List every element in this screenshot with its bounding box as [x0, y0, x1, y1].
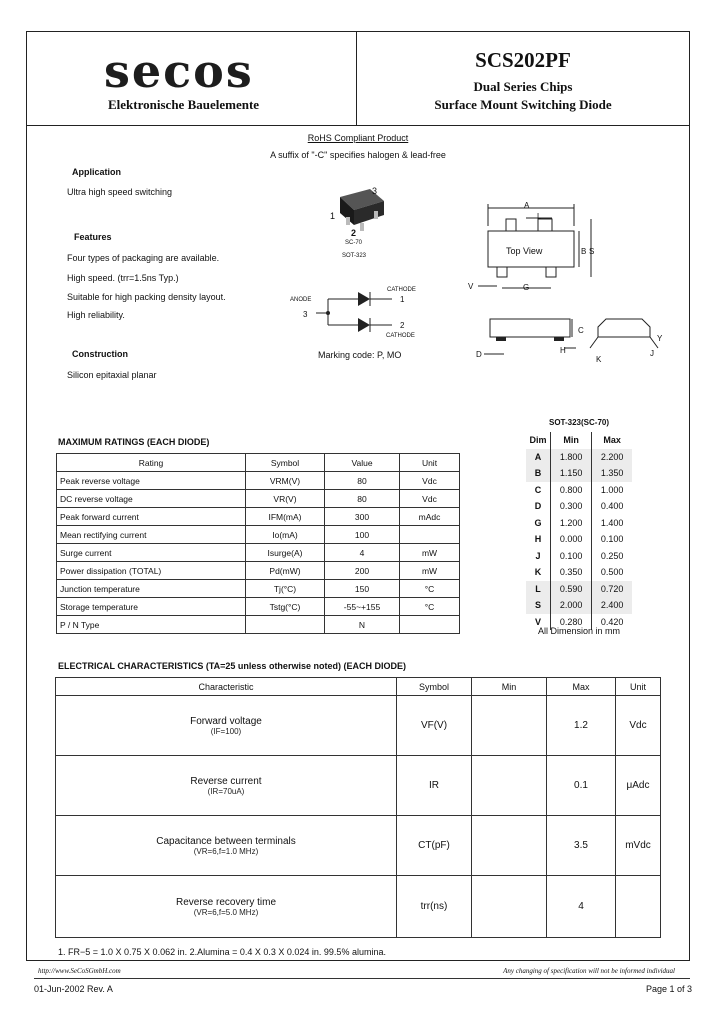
company-logo: secos — [104, 44, 254, 98]
table-header-row — [56, 678, 661, 696]
characteristic-cell — [56, 876, 397, 938]
dim-label-s: S — [589, 247, 595, 256]
table-cell: B — [526, 465, 551, 482]
table-cell: Isurge(A) — [246, 544, 325, 562]
header-cell: Symbol — [246, 454, 325, 472]
table-cell: mW — [400, 544, 460, 562]
dim-label-b: B — [581, 247, 587, 256]
feature-item: Suitable for high packing density layout. — [67, 292, 226, 302]
footer-notice: Any changing of specification will not be informed individual — [503, 967, 675, 975]
table-row — [57, 598, 460, 616]
circuit-pin3: 3 — [303, 310, 308, 319]
unit-cell: Vdc — [616, 696, 661, 756]
table-cell: 100 — [325, 526, 400, 544]
table-cell: S — [526, 597, 551, 614]
pkg-pin2-label: 2 — [351, 228, 357, 238]
table-header-row — [57, 454, 460, 472]
table-cell: Junction temperature — [57, 580, 246, 598]
table-cell: C — [526, 482, 551, 499]
table-cell: 1.350 — [592, 465, 632, 482]
part-subtitle-1: Dual Series Chips — [473, 79, 573, 94]
table-cell: 1.800 — [551, 449, 592, 466]
footer-date: 01-Jun-2002 Rev. A — [34, 984, 113, 994]
min-cell — [472, 756, 547, 816]
unit-cell: μAdc — [616, 756, 661, 816]
table-cell: G — [526, 515, 551, 532]
cathode-bottom-label: CATHODE — [386, 333, 415, 339]
table-cell: 1.200 — [551, 515, 592, 532]
table-cell: Io(mA) — [246, 526, 325, 544]
package-table-footer: All Dimension in mm — [537, 626, 621, 636]
test-condition: (IR=70uA) — [207, 786, 245, 796]
electrical-table — [55, 677, 661, 938]
table-row — [526, 564, 632, 581]
footer-page: Page 1 of 3 — [645, 984, 692, 994]
pkg-label-sot323: SOT-323 — [342, 253, 367, 259]
application-title: Application — [72, 167, 121, 177]
dim-label-d: D — [476, 350, 482, 359]
header-cell: Rating — [57, 454, 246, 472]
electrical-title: ELECTRICAL CHARACTERISTICS (TA=25 unless otherwise noted) (EACH DIODE) — [58, 661, 406, 671]
table-row — [526, 498, 632, 515]
table-cell: Peak reverse voltage — [57, 472, 246, 490]
table-cell: K — [526, 564, 551, 581]
rohs-note: RoHS Compliant Product — [307, 133, 409, 143]
header-cell: Unit — [400, 454, 460, 472]
symbol-cell: trr(ns) — [397, 876, 472, 938]
pkg-pin1-label: 1 — [330, 211, 336, 221]
table-cell: 2.200 — [592, 449, 632, 466]
characteristic-name: Reverse current — [190, 775, 262, 787]
header-cell: Max — [547, 678, 616, 696]
table-cell: J — [526, 548, 551, 565]
construction-title: Construction — [72, 349, 128, 359]
table-row — [57, 544, 460, 562]
characteristic-cell — [56, 816, 397, 876]
pkg-pin3-label: 3 — [372, 186, 378, 196]
table-cell: °C — [400, 598, 460, 616]
top-view-label: Top View — [506, 246, 543, 256]
header-cell: Min — [551, 432, 592, 449]
symbol-cell: CT(pF) — [397, 816, 472, 876]
footer-rule — [34, 978, 690, 979]
min-cell — [472, 696, 547, 756]
table-cell: DC reverse voltage — [57, 490, 246, 508]
table-header-row — [526, 432, 632, 449]
table-cell: 0.590 — [551, 581, 592, 598]
feature-item: High speed. (trr=1.5ns Typ.) — [67, 273, 179, 283]
min-cell — [472, 876, 547, 938]
characteristic-name: Reverse recovery time — [175, 896, 277, 908]
table-cell: VR(V) — [246, 490, 325, 508]
package-table-title: SOT-323(SC-70) — [548, 418, 610, 427]
table-cell: 0.500 — [600, 567, 624, 578]
table-cell: VRM(V) — [246, 472, 325, 490]
construction-text: Silicon epitaxial planar — [67, 370, 157, 380]
symbol-cell: VF(V) — [397, 696, 472, 756]
max-ratings-table — [56, 453, 460, 634]
package-image — [326, 183, 396, 263]
table-row — [56, 696, 661, 756]
features-title: Features — [74, 232, 112, 242]
cathode-top-label: CATHODE — [387, 287, 416, 293]
table-cell: V — [526, 614, 551, 631]
header-cell: Symbol — [397, 678, 472, 696]
table-cell: IFM(mA) — [246, 508, 325, 526]
header-cell: Characteristic — [56, 678, 397, 696]
package-dimension-table — [526, 432, 632, 630]
table-cell: Vdc — [400, 472, 460, 490]
max-cell: 0.1 — [547, 756, 616, 816]
header-cell: Min — [472, 678, 547, 696]
table-cell: Pd(mW) — [246, 562, 325, 580]
unit-cell: mVdc — [616, 816, 661, 876]
table-cell: Mean rectifying current — [57, 526, 246, 544]
header-bottom-rule — [26, 125, 690, 126]
table-row — [526, 548, 632, 565]
table-cell: 0.300 — [551, 498, 592, 515]
table-row — [57, 580, 460, 598]
table-row — [57, 616, 460, 634]
table-cell: 200 — [325, 562, 400, 580]
table-row — [526, 597, 632, 614]
table-row — [56, 876, 661, 938]
header-cell: Value — [325, 454, 400, 472]
dim-label-l: L — [537, 212, 542, 221]
characteristic-cell — [56, 696, 397, 756]
marking-code: Marking code: P, MO — [318, 350, 402, 360]
max-cell: 1.2 — [547, 696, 616, 756]
table-cell: -55~+155 — [325, 598, 400, 616]
dim-label-c: C — [578, 326, 584, 335]
halogen-note: A suffix of "-C" specifies halogen & lead-free — [270, 150, 446, 160]
table-cell: H — [526, 531, 551, 548]
feature-item: Four types of packaging are available. — [67, 253, 220, 263]
table-cell — [400, 616, 460, 634]
part-subtitle-2: Surface Mount Switching Diode — [434, 97, 612, 112]
circuit-pin1: 1 — [400, 295, 405, 304]
table-row — [56, 756, 661, 816]
table-row — [57, 490, 460, 508]
table-cell: Vdc — [400, 490, 460, 508]
part-number: SCS202PF — [475, 48, 571, 72]
dim-label-j: J — [650, 349, 654, 358]
dim-label-g: G — [523, 283, 530, 292]
table-cell: 4 — [325, 544, 400, 562]
table-cell: Storage temperature — [57, 598, 246, 616]
table-cell: D — [526, 498, 551, 515]
dim-label-h: H — [560, 346, 566, 355]
table-cell: 1.400 — [600, 517, 624, 528]
table-cell: 80 — [325, 490, 400, 508]
table-row — [57, 472, 460, 490]
table-cell: 150 — [325, 580, 400, 598]
footnote: 1. FR−5 = 1.0 X 0.75 X 0.062 in. 2.Alumina = 0.4 X 0.3 X 0.024 in. 99.5% alumina. — [58, 947, 386, 957]
max-ratings-title: MAXIMUM RATINGS (EACH DIODE) — [58, 437, 210, 447]
dim-label-v: V — [468, 282, 474, 291]
table-cell: 0.100 — [600, 534, 624, 545]
table-row — [526, 515, 632, 532]
test-condition: (VR=6,f=5.0 MHz) — [193, 907, 259, 917]
table-cell: 0.400 — [600, 501, 624, 512]
max-cell: 3.5 — [547, 816, 616, 876]
test-condition: (VR=6,f=1.0 MHz) — [193, 846, 259, 856]
table-cell: 80 — [325, 472, 400, 490]
table-cell: 0.250 — [600, 550, 624, 561]
characteristic-name: Forward voltage — [190, 715, 262, 727]
table-cell — [246, 616, 325, 634]
table-cell: 0.000 — [551, 531, 592, 548]
table-cell — [400, 526, 460, 544]
table-cell: 0.350 — [551, 564, 592, 581]
header-cell: Unit — [616, 678, 661, 696]
table-cell: 2.400 — [592, 597, 632, 614]
company-subtitle: Elektronische Bauelemente — [108, 97, 260, 112]
symbol-cell: IR — [397, 756, 472, 816]
table-cell: P / N Type — [57, 616, 246, 634]
table-cell: 300 — [325, 508, 400, 526]
table-cell: 1.000 — [600, 484, 624, 495]
table-row — [526, 482, 632, 499]
table-row — [57, 508, 460, 526]
dimension-drawing — [464, 196, 670, 368]
min-cell — [472, 816, 547, 876]
table-cell: 0.280 — [551, 614, 592, 631]
table-cell: mAdc — [400, 508, 460, 526]
table-row — [526, 581, 632, 598]
characteristic-cell — [56, 756, 397, 816]
table-cell: Peak forward current — [57, 508, 246, 526]
table-cell: Tstg(°C) — [246, 598, 325, 616]
table-cell: Power dissipation (TOTAL) — [57, 562, 246, 580]
table-row — [57, 562, 460, 580]
table-cell: 0.420 — [600, 616, 624, 627]
table-cell: N — [325, 616, 400, 634]
table-cell: 0.720 — [592, 581, 632, 598]
max-cell: 4 — [547, 876, 616, 938]
table-cell: 0.100 — [551, 548, 592, 565]
table-cell: Tj(°C) — [246, 580, 325, 598]
unit-cell — [616, 876, 661, 938]
table-row — [526, 531, 632, 548]
pkg-label-sc70: SC-70 — [345, 240, 363, 246]
footer-url[interactable]: http://www.SeCoSGmbH.com — [38, 967, 121, 975]
circuit-pin2: 2 — [400, 321, 405, 330]
dim-label-a: A — [524, 201, 530, 210]
table-cell: mW — [400, 562, 460, 580]
header-cell: Max — [603, 435, 621, 446]
application-text: Ultra high speed switching — [67, 187, 173, 197]
dim-label-y: Y — [657, 334, 663, 343]
characteristic-name: Capacitance between terminals — [156, 835, 296, 847]
table-cell: A — [526, 449, 551, 466]
table-row — [56, 816, 661, 876]
anode-label: ANODE — [290, 297, 312, 303]
header-cell: Dim — [526, 432, 551, 449]
table-cell: 0.800 — [551, 482, 592, 499]
table-cell: Surge current — [57, 544, 246, 562]
test-condition: (IF=100) — [210, 726, 242, 736]
table-row — [526, 465, 632, 482]
table-cell: °C — [400, 580, 460, 598]
table-row — [526, 449, 632, 466]
feature-item: High reliability. — [67, 310, 125, 320]
dim-label-k: K — [596, 355, 602, 364]
table-cell: L — [526, 581, 551, 598]
table-cell: 2.000 — [551, 597, 592, 614]
table-row — [57, 526, 460, 544]
table-cell: 1.150 — [551, 465, 592, 482]
